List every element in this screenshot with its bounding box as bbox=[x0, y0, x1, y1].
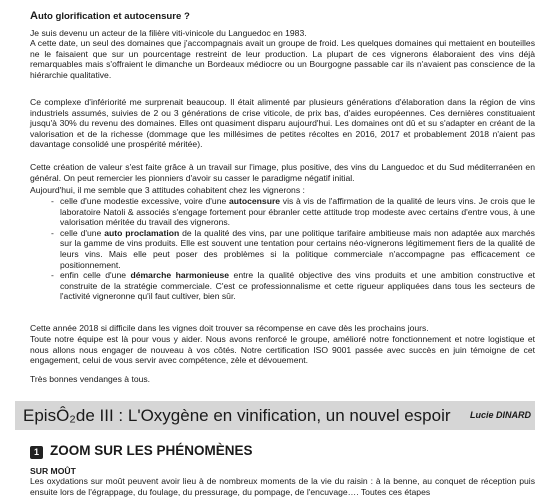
paragraph-vendanges: Très bonnes vendanges à tous. bbox=[30, 374, 151, 384]
bullet-keyword: démarche harmonieuse bbox=[130, 270, 230, 281]
paragraph-complexe: Ce complexe d'infériorité me surprenait beaucoup. Il était alimenté par plusieurs générations d'élaboration dans la région de vins industriels assumés, suivies de 2 ou 3 générations de crise viticole, de prix bas, d'aides européennes. Ces dernières constituaient jusqu'à 30% du revenu des domaines. Elles ont quasiment disparu aujourd'hui. Les domaines ont dû et su s'adapter en créant de la valorisation et de la richesse (dommage que les millésimes de petites récoltes en 2016, 2017 et probablement 2018 n'aient pas davantage consolidé une prospérité méritée). bbox=[30, 97, 535, 150]
title-text: uto glorification et autocensure ? bbox=[37, 11, 190, 22]
bullet-keyword: auto proclamation bbox=[104, 227, 180, 238]
bullet-text: celle d'une modestie excessive, voire d'une bbox=[60, 196, 229, 206]
bullet-text: entre la qualité objective des vins produits et une ambition constructive et construite de la stratégie commerciale. C'est ce professionnalisme et cette rigueur appliquées dans tous les secteurs de l'activité vigneronne qu'il faut cultiver, bien sûr. bbox=[60, 270, 536, 302]
list-item bbox=[60, 228, 535, 270]
article-title bbox=[30, 10, 535, 22]
paragraph-valeur: Cette création de valeur s'est faite grâce à un travail sur l'image, plus positive, des vins du Languedoc et du Sud méditerranéen en général. On peut remercier les pionniers d'avoir su casser le paradigme négatif initial. bbox=[30, 162, 535, 183]
attitudes-list bbox=[60, 196, 535, 302]
paragraph-1983: A cette date, un seul des domaines que j'accompagnais avait un groupe de froid. Les quelques domaines qui mettaient en bouteilles ne le faisaient que sur un pourcentage restreint de leur production. La plupart de ces vignerons élaboraient des vins déjà remarquables mais s'offraient le dimanche un Bordeaux médiocre ou un Bourgogne passable car ils n'avaient pas conscience de la hiérarchie qualitative. bbox=[30, 38, 535, 80]
bullet-text: vis à vis de l'affirmation de la qualité de leurs vins. Je crois que le laboratoire Natoli & associés s'engage fortement pour ébranler cette attitude trop modeste avec certains d'entre vous, à une valorisation méritée du travail des vignerons. bbox=[60, 196, 535, 228]
episode-title: EpisÔ₂de III : L'Oxygène en vinification, un nouvel espoir bbox=[23, 406, 451, 425]
paragraph-oxydations: Les oxydations sur moût peuvent avoir lieu à de nombreux moments de la vie du raisin : à la benne, au conquet de réception puis ensuite lors de l'égrappage, du foulage, du pressurage, du pompage, de l'encuvage…. Toutes ces étapes bbox=[30, 476, 535, 497]
bullet-text: celle d'une bbox=[60, 227, 105, 238]
paragraph-equipe: Toute notre équipe est là pour vous y aider. Nous avons renforcé le groupe, amélioré notre fonctionnement et notre logistique et nous allons nous engager de nouveau à vos côtés. Notre certification ISO 9001 passée avec succès en juin témoigne de cet engagement, celui de vous servir avec compétence, zèle et dévouement. bbox=[30, 334, 535, 366]
episode-author: Lucie DINARD bbox=[469, 410, 531, 420]
section-number-badge: 1 bbox=[30, 446, 43, 459]
paragraph-intro: Je suis devenu un acteur de la filière viti-vinicole du Languedoc en 1983. bbox=[30, 28, 307, 38]
subsection-title: SUR MOÛT bbox=[30, 466, 76, 476]
section-title: ZOOM SUR LES PHÉNOMÈNES bbox=[50, 443, 253, 458]
title-initial: A bbox=[30, 10, 38, 22]
bullet-text: de la qualité des vins, par une politique tarifaire ambitieuse mais non adaptée aux marchés sur la gamme de vins produits. Elle est souvent une tentation pour certains néo-vignerons légitimement fiers de la qualité de leurs vins. Mais elle peut poser des problèmes si la politique commerciale n'accompagne pas efficacement ce positionnement. bbox=[60, 227, 535, 270]
bullet-text: enfin celle d'une bbox=[60, 270, 131, 281]
list-item bbox=[60, 196, 535, 228]
bullet-keyword: autocensure bbox=[228, 196, 281, 206]
paragraph-annee: Cette année 2018 si difficile dans les vignes doit trouver sa récompense en cave dès les prochains jours. bbox=[30, 323, 429, 333]
list-item bbox=[60, 270, 535, 302]
paragraph-attitudes: Aujourd'hui, il me semble que 3 attitudes cohabitent chez les vignerons : bbox=[30, 185, 305, 195]
episode-banner bbox=[15, 401, 535, 430]
